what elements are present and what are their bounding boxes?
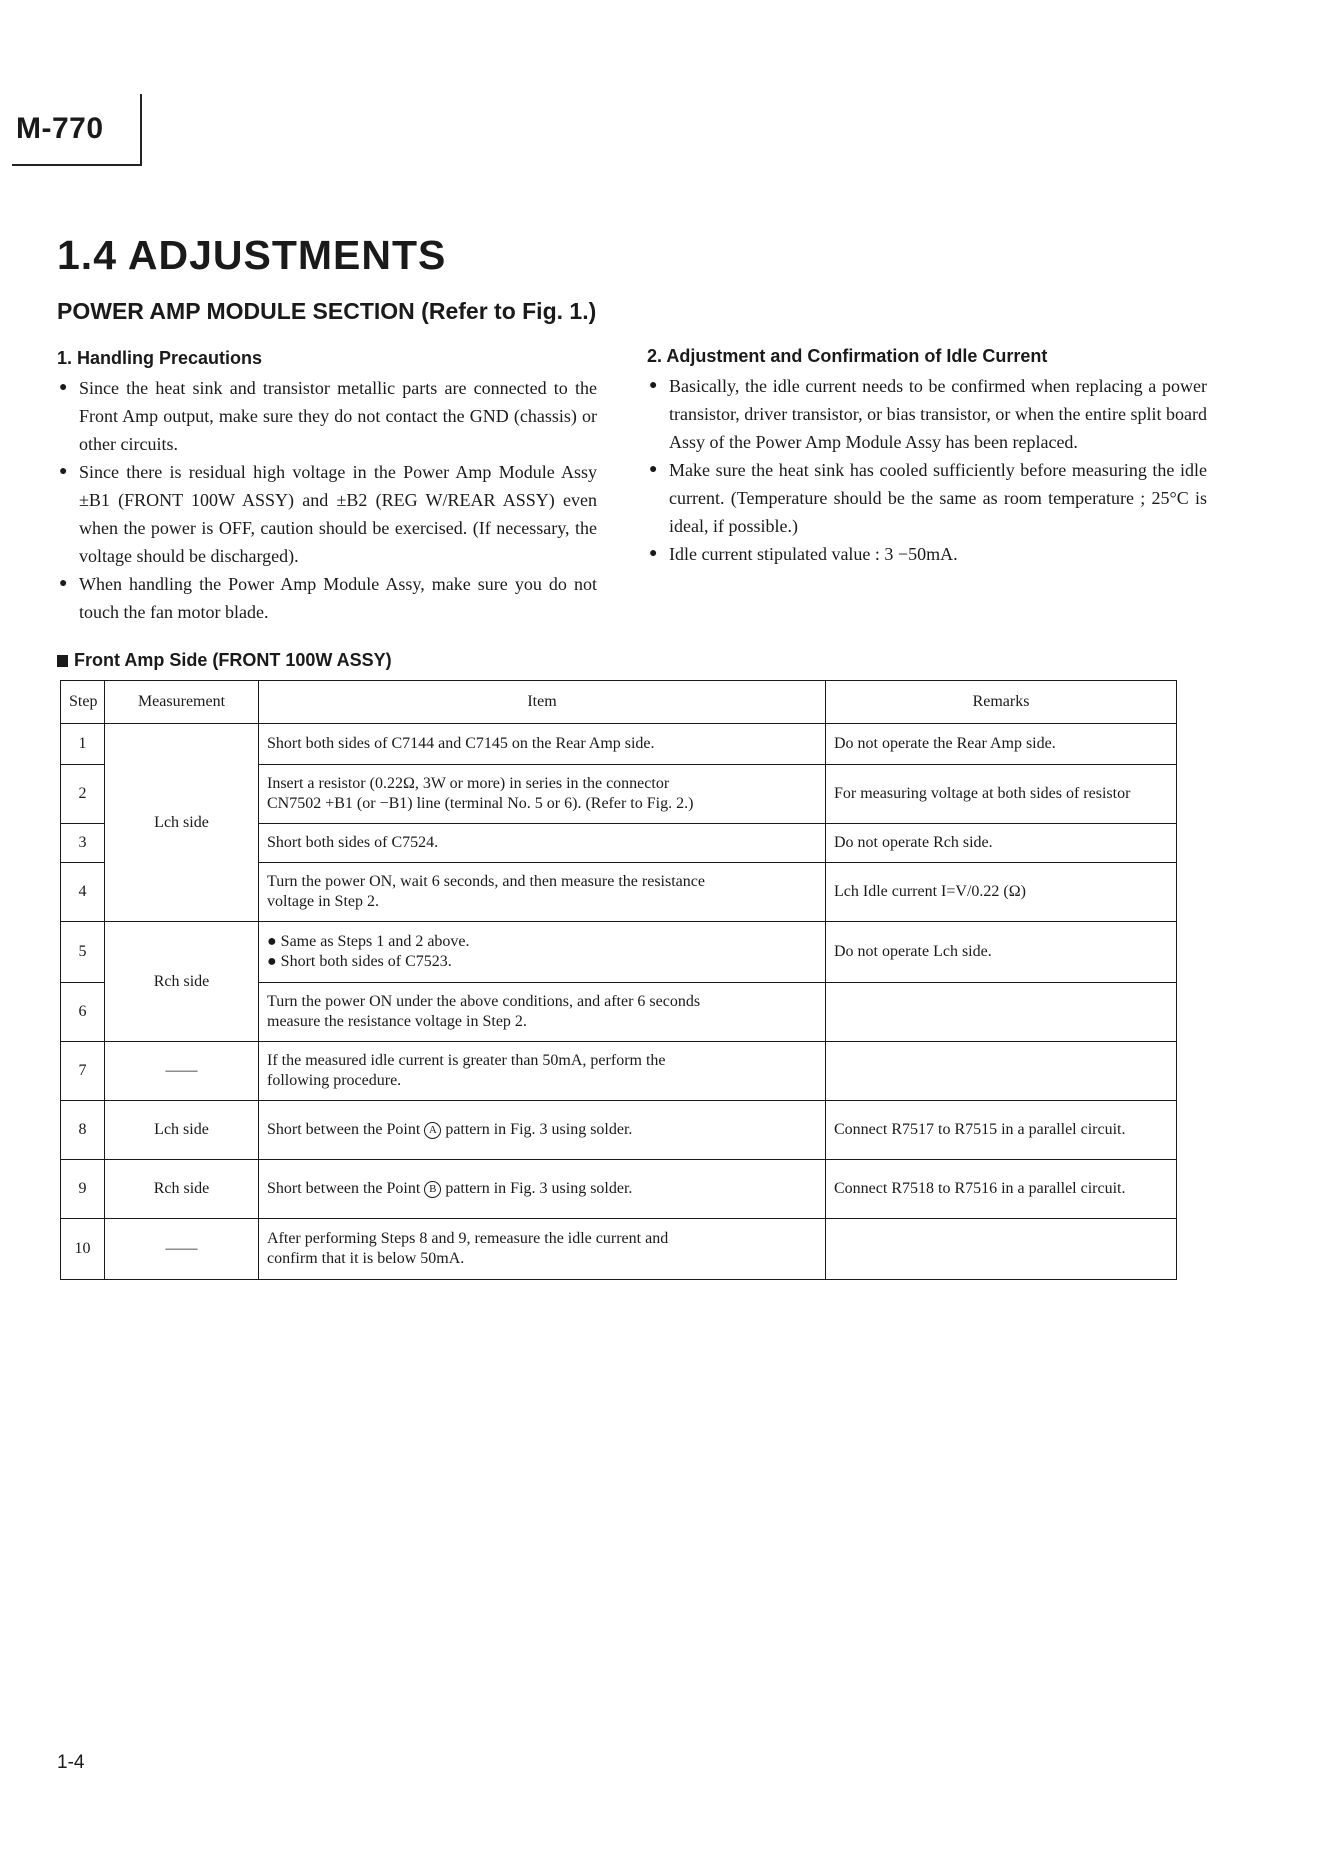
measurement-rch: Rch side (105, 922, 259, 1042)
step-remarks: Connect R7518 to R7516 in a parallel circuit. (826, 1160, 1177, 1219)
list-item: ● Since there is residual high voltage in the Power Amp Module Assy ±B1 (FRONT 100W ASSY) and ±B2 (REG W/REAR ASSY) even when the power is OFF, caution should be exercised. (If necessary, the voltage should be discharged). (57, 458, 597, 570)
point-b-icon: B (424, 1181, 441, 1198)
step-item: Short between the Point B pattern in Fig. 3 using solder. (259, 1160, 826, 1219)
step-remarks: Lch Idle current I=V/0.22 (Ω) (826, 863, 1177, 922)
table-row (61, 724, 1177, 765)
step-item: If the measured idle current is greater than 50mA, perform the following procedure. (259, 1042, 826, 1101)
step-number: 5 (61, 922, 105, 983)
header-step: Step (61, 681, 105, 724)
step-remarks (826, 1219, 1177, 1280)
step-measurement: Rch side (105, 1160, 259, 1219)
list-item: ● Since the heat sink and transistor metallic parts are connected to the Front Amp output, make sure they do not contact the GND (chassis) or other circuits. (57, 374, 597, 458)
step-item: Short both sides of C7524. (259, 824, 826, 863)
table-header-row (61, 681, 1177, 724)
step-number: 2 (61, 765, 105, 824)
idle-list (647, 372, 1207, 568)
header-measurement: Measurement (105, 681, 259, 724)
step-number: 7 (61, 1042, 105, 1101)
step-remarks (826, 983, 1177, 1042)
step-measurement: —— (105, 1042, 259, 1101)
step-remarks: For measuring voltage at both sides of resistor (826, 765, 1177, 824)
step-number: 1 (61, 724, 105, 765)
step-remarks: Connect R7517 to R7515 in a parallel circuit. (826, 1101, 1177, 1160)
square-bullet-icon (57, 655, 68, 667)
list-item: ● When handling the Power Amp Module Assy, make sure you do not touch the fan motor blade. (57, 570, 597, 626)
step-measurement: Lch side (105, 1101, 259, 1160)
subsection-title: POWER AMP MODULE SECTION (Refer to Fig. 1.) (57, 298, 597, 324)
step-number: 9 (61, 1160, 105, 1219)
step-item: Insert a resistor (0.22Ω, 3W or more) in series in the connector CN7502 +B1 (or −B1) line (terminal No. 5 or 6). (Refer to Fig. 2.) (259, 765, 826, 824)
step-remarks: Do not operate Lch side. (826, 922, 1177, 983)
list-item: ● Make sure the heat sink has cooled sufficiently before measuring the idle current. (Temperature should be the same as room temperature ; 25°C is ideal, if possible.) (647, 456, 1207, 540)
table-row (61, 922, 1177, 983)
idle-current-adjustment (647, 342, 1207, 568)
step-measurement: —— (105, 1219, 259, 1280)
section-title: 1.4 ADJUSTMENTS (57, 232, 447, 278)
table-row (61, 1101, 1177, 1160)
step-number: 4 (61, 863, 105, 922)
bullet-icon: ● (649, 462, 658, 477)
header-remarks: Remarks (826, 681, 1177, 724)
bullet-icon: ● (649, 378, 658, 393)
bullet-icon: ● (59, 576, 68, 591)
header-item: Item (259, 681, 826, 724)
table-row (61, 1219, 1177, 1280)
step-item: ● Same as Steps 1 and 2 above. ● Short both sides of C7523. (259, 922, 826, 983)
step-number: 3 (61, 824, 105, 863)
step-number: 10 (61, 1219, 105, 1280)
step-item: Short both sides of C7144 and C7145 on the Rear Amp side. (259, 724, 826, 765)
step-item: Turn the power ON under the above conditions, and after 6 seconds measure the resistance voltage in Step 2. (259, 983, 826, 1042)
idle-title: 2. Adjustment and Confirmation of Idle Current (647, 346, 1048, 366)
step-remarks (826, 1042, 1177, 1101)
bullet-icon: ● (649, 546, 658, 561)
handling-title: 1. Handling Precautions (57, 348, 263, 368)
bullet-icon: ● (59, 380, 68, 395)
table-row (61, 1160, 1177, 1219)
page-number: 1-4 (57, 1752, 85, 1773)
list-item: ● Basically, the idle current needs to be confirmed when replacing a power transistor, driver transistor, or bias transistor, or when the entire split board Assy of the Power Amp Module Assy has been replaced. (647, 372, 1207, 456)
step-remarks: Do not operate the Rear Amp side. (826, 724, 1177, 765)
bullet-icon: ● (59, 464, 68, 479)
handling-list (57, 374, 597, 626)
step-remarks: Do not operate Rch side. (826, 824, 1177, 863)
point-a-icon: A (424, 1122, 441, 1139)
handling-precautions (57, 344, 597, 626)
model-code: M-770 (16, 112, 104, 145)
list-item: ● Idle current stipulated value : 3 −50mA. (647, 540, 1207, 568)
table-heading: Front Amp Side (FRONT 100W ASSY) (57, 650, 392, 671)
step-item: Short between the Point A pattern in Fig. 3 using solder. (259, 1101, 826, 1160)
model-header-box (12, 94, 142, 166)
step-item: Turn the power ON, wait 6 seconds, and then measure the resistance voltage in Step 2. (259, 863, 826, 922)
adjustment-steps-table (60, 680, 1177, 1280)
measurement-lch: Lch side (105, 724, 259, 922)
step-item: After performing Steps 8 and 9, remeasure the idle current and confirm that it is below 50mA. (259, 1219, 826, 1280)
step-number: 6 (61, 983, 105, 1042)
step-number: 8 (61, 1101, 105, 1160)
table-row (61, 1042, 1177, 1101)
